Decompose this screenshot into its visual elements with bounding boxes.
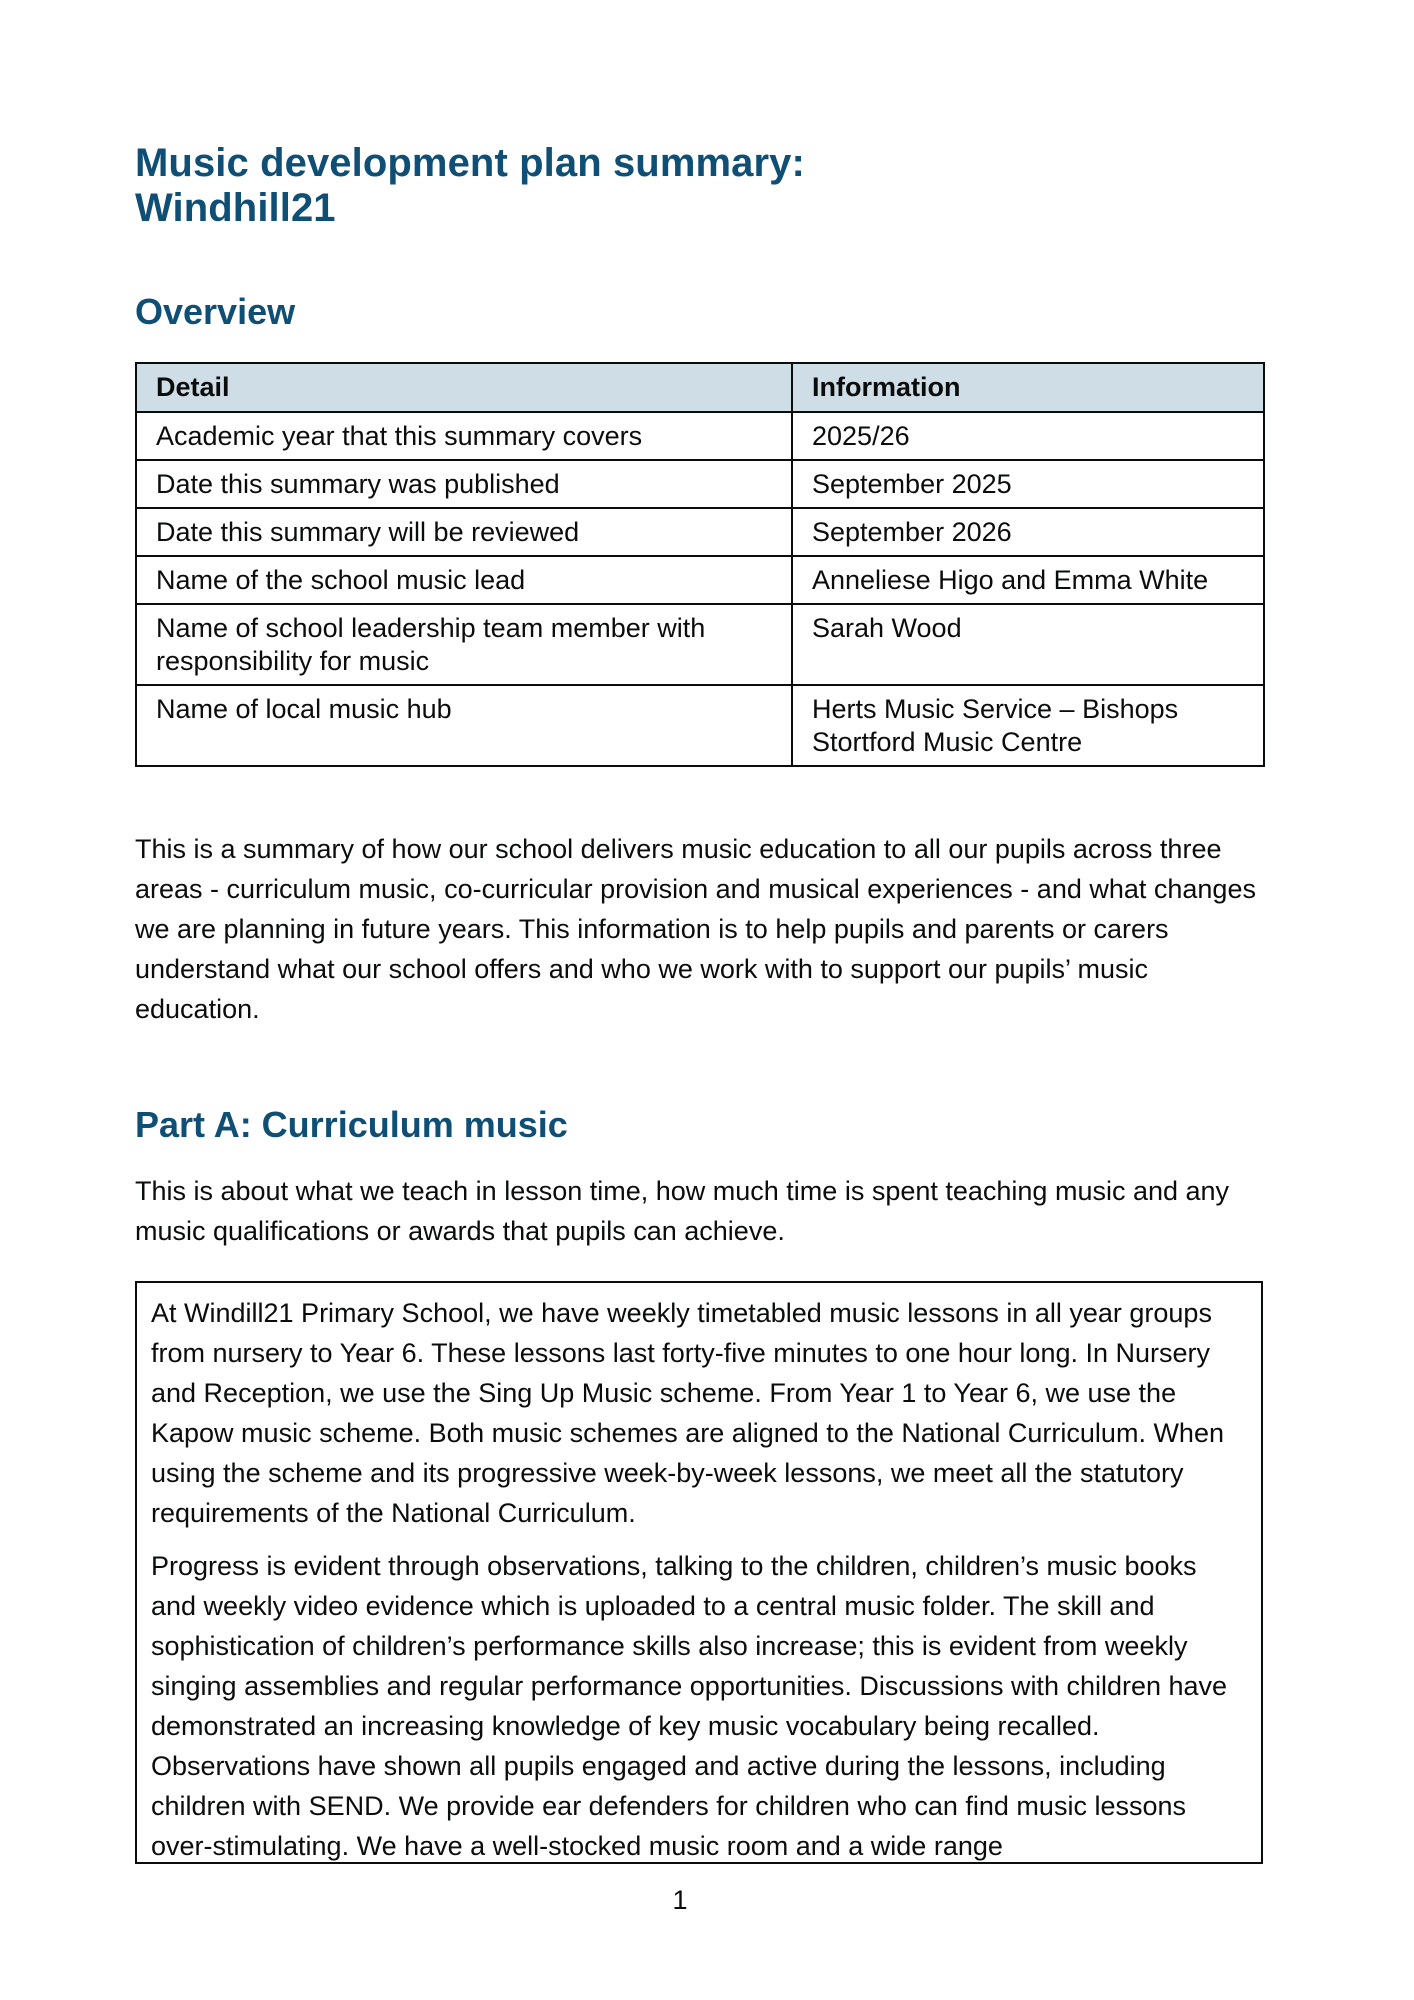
information-cell: Sarah Wood	[792, 604, 1264, 685]
detail-cell: Academic year that this summary covers	[136, 412, 792, 460]
detail-cell: Date this summary was published	[136, 460, 792, 508]
table-row	[136, 460, 1264, 508]
curriculum-paragraph-2: Progress is evident through observations, talking to the children, children’s music books and weekly video evidence which is uploaded to a central music folder. The skill and sophistication of children’s performance skills also increase; this is evident from weekly singing assemblies and regular performance opportunities. Discussions with children have demonstrated an increasing knowledge of key music vocabulary being recalled. Observations have shown all pupils engaged and active during the lessons, including children with SEND. We provide ear defenders for children who can find music lessons over-stimulating. We have a well-stocked music room and a wide range	[151, 1551, 1228, 1861]
information-cell: September 2026	[792, 508, 1264, 556]
column-header-information: Information	[792, 363, 1264, 412]
overview-heading: Overview	[135, 291, 296, 332]
detail-cell: Name of the school music lead	[136, 556, 792, 604]
page-title-line1: Music development plan summary:	[135, 141, 805, 185]
column-header-detail: Detail	[136, 363, 792, 412]
detail-cell: Name of local music hub	[136, 685, 792, 766]
detail-cell: Name of school leadership team member with responsibility for music	[136, 604, 792, 685]
information-cell: Anneliese Higo and Emma White	[792, 556, 1264, 604]
overview-intro-paragraph: This is a summary of how our school delivers music education to all our pupils across three areas - curriculum music, co-curricular provision and musical experiences - and what changes we are planning in future years. This information is to help pupils and parents or carers understand what our school offers and who we work with to support our pupils’ music education.	[135, 834, 1256, 1024]
table-row	[136, 604, 1264, 685]
part-a-intro-paragraph: This is about what we teach in lesson time, how much time is spent teaching music and any music qualifications or awards that pupils can achieve.	[135, 1176, 1230, 1246]
information-cell: 2025/26	[792, 412, 1264, 460]
part-a-heading: Part A: Curriculum music	[135, 1104, 568, 1145]
table-row	[136, 556, 1264, 604]
page-number: 1	[672, 1885, 688, 1915]
table-row	[136, 508, 1264, 556]
table-header-row	[136, 363, 1264, 412]
detail-cell: Date this summary will be reviewed	[136, 508, 792, 556]
information-cell: Herts Music Service – Bishops Stortford Music Centre	[792, 685, 1264, 766]
overview-table	[135, 362, 1265, 767]
page-title	[135, 141, 805, 231]
information-cell: September 2025	[792, 460, 1264, 508]
table-row	[136, 412, 1264, 460]
curriculum-paragraph-1: At Windill21 Primary School, we have weekly timetabled music lessons in all year groups from nursery to Year 6. These lessons last forty-five minutes to one hour long. In Nursery and Reception, we use the Sing Up Music scheme. From Year 1 to Year 6, we use the Kapow music scheme. Both music schemes are aligned to the National Curriculum. When using the scheme and its progressive week-by-week lessons, we meet all the statutory requirements of the National Curriculum.	[151, 1298, 1224, 1528]
table-row	[136, 685, 1264, 766]
curriculum-music-box	[135, 1281, 1263, 1864]
page-title-line2: Windhill21	[135, 186, 336, 230]
